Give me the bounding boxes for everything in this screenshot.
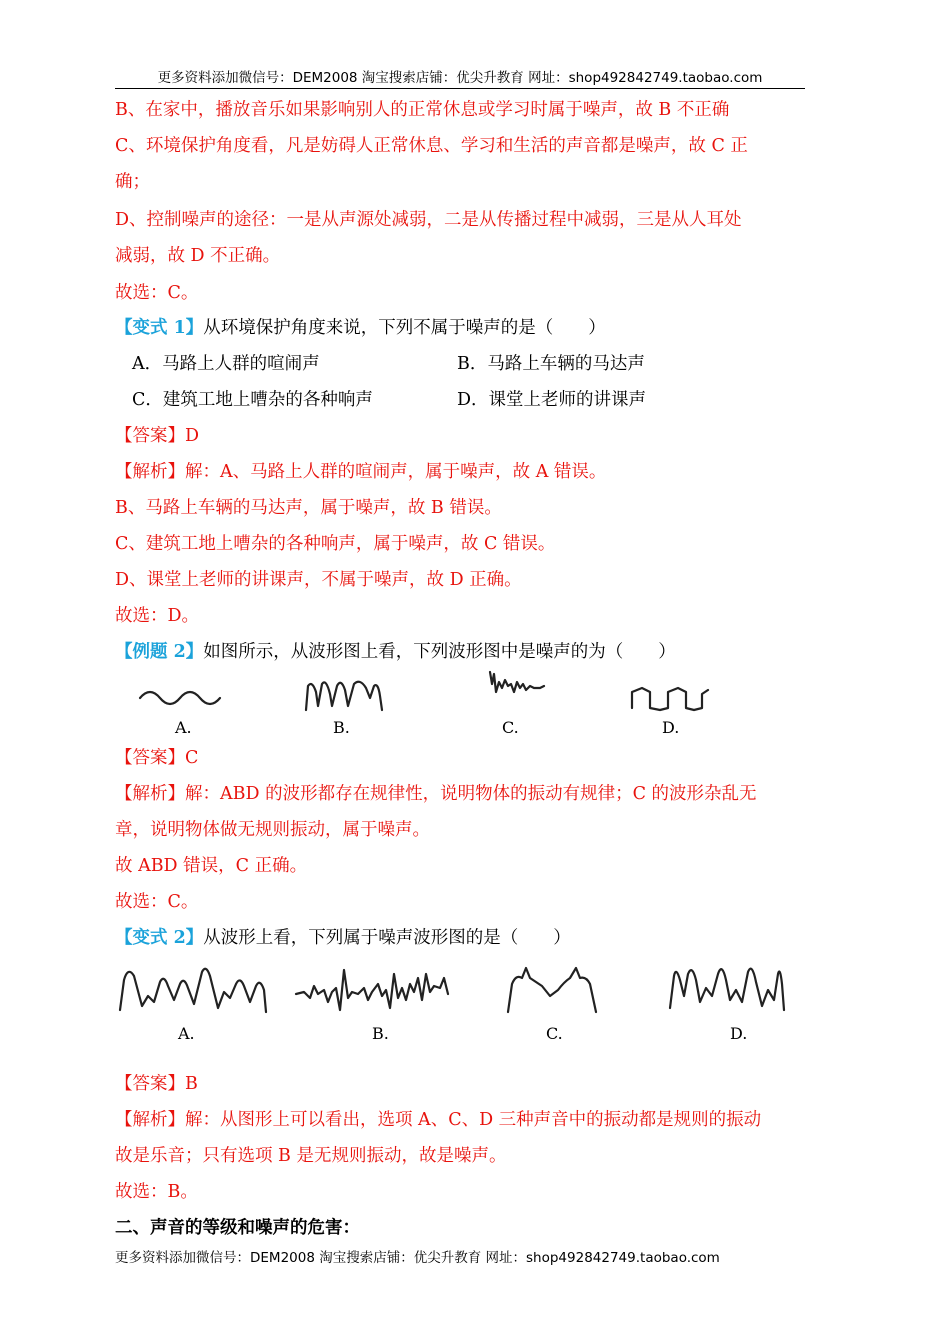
variant2-waveform-a — [118, 962, 268, 1014]
variant2-question: 从波形上看，下列属于噪声波形图的是（ ） — [203, 928, 571, 948]
example2-question-line — [115, 640, 676, 664]
example2-label-a: A. — [175, 718, 192, 737]
prev-line-c1: C、环境保护角度看，凡是妨碍人正常休息、学习和生活的声音都是噪声，故 C 正 — [115, 136, 748, 156]
page-footer: 更多资料添加微信号：DEM2008 淘宝搜索店铺：优尖升教育 网址：shop492842749.taobao.com — [115, 1250, 720, 1266]
example2-analysis-tag: 【解析】 — [115, 784, 185, 804]
example2-waveform-a — [138, 684, 224, 712]
example2-answer: C — [185, 748, 199, 768]
variant2-answer-line — [115, 1072, 198, 1096]
variant1-choose: 故选：D。 — [115, 606, 200, 626]
variant1-analysis-line — [115, 460, 606, 484]
variant1-analysis: 解：A、马路上人群的喧闹声，属于噪声，故 A 错误。 — [185, 462, 607, 482]
variant2-waveform-c — [504, 962, 604, 1014]
example2-waveform-c — [488, 670, 550, 708]
variant1-analysis-d: D、课堂上老师的讲课声，不属于噪声，故 D 正确。 — [115, 570, 522, 590]
section-heading: 二、声音的等级和噪声的危害： — [115, 1218, 360, 1238]
variant1-option-b: B．马路上车辆的马达声 — [457, 354, 645, 374]
variant1-option-d: D．课堂上老师的讲课声 — [457, 390, 647, 410]
variant2-answer-tag: 【答案】 — [115, 1074, 185, 1094]
example2-question: 如图所示，从波形图上看，下列波形图中是噪声的为（ ） — [203, 642, 676, 662]
example2-label-b: B. — [333, 718, 350, 737]
variant1-option-c: C．建筑工地上嘈杂的各种响声 — [132, 390, 373, 410]
prev-line-d1: D、控制噪声的途径：一是从声源处减弱，二是从传播过程中减弱，三是从人耳处 — [115, 210, 742, 230]
example2-answer-tag: 【答案】 — [115, 748, 185, 768]
variant1-answer-tag: 【答案】 — [115, 426, 185, 446]
example2-label-c: C. — [502, 718, 519, 737]
prev-line-d2: 减弱，故 D 不正确。 — [115, 246, 281, 266]
variant1-question-line — [115, 316, 606, 340]
variant2-label-c: C. — [546, 1024, 563, 1043]
variant2-label-d: D. — [730, 1024, 748, 1043]
example2-waveform-d — [628, 684, 712, 714]
prev-line-b: B、在家中，播放音乐如果影响别人的正常休息或学习时属于噪声，故 B 不正确 — [115, 100, 730, 120]
page-header: 更多资料添加微信号：DEM2008 淘宝搜索店铺：优尖升教育 网址：shop492842749.taobao.com — [115, 66, 805, 89]
example2-answer-line — [115, 746, 198, 770]
example2-analysis-1: 解：ABD 的波形都存在规律性，说明物体的振动有规律；C 的波形杂乱无 — [185, 784, 757, 804]
variant2-waveform-d — [666, 960, 786, 1014]
variant1-tag: 【变式 1】 — [115, 318, 204, 338]
variant2-analysis-tag: 【解析】 — [115, 1110, 185, 1130]
variant1-answer-line — [115, 424, 199, 448]
variant1-question: 从环境保护角度来说，下列不属于噪声的是（ ） — [203, 318, 606, 338]
variant1-analysis-tag: 【解析】 — [115, 462, 185, 482]
variant2-analysis-line — [115, 1108, 761, 1132]
variant2-analysis-2: 故是乐音；只有选项 B 是无规则振动，故是噪声。 — [115, 1146, 507, 1166]
example2-choose: 故选：C。 — [115, 892, 199, 912]
example2-label-d: D. — [662, 718, 680, 737]
example2-analysis-line — [115, 782, 757, 806]
prev-line-c2: 确； — [115, 172, 150, 192]
variant2-waveform-b — [294, 964, 454, 1012]
variant2-analysis-1: 解：从图形上可以看出，选项 A、C、D 三种声音中的振动都是规则的振动 — [185, 1110, 762, 1130]
example2-waveform-b — [304, 676, 384, 714]
variant2-tag: 【变式 2】 — [115, 928, 204, 948]
example2-analysis-2: 章，说明物体做无规则振动，属于噪声。 — [115, 820, 430, 840]
variant1-option-a: A．马路上人群的喧闹声 — [132, 354, 320, 374]
prev-choose: 故选：C。 — [115, 283, 199, 303]
variant1-analysis-c: C、建筑工地上嘈杂的各种响声，属于噪声，故 C 错误。 — [115, 534, 556, 554]
variant2-label-a: A. — [178, 1024, 195, 1043]
variant2-label-b: B. — [372, 1024, 389, 1043]
example2-analysis-3: 故 ABD 错误，C 正确。 — [115, 856, 308, 876]
variant1-analysis-b: B、马路上车辆的马达声，属于噪声，故 B 错误。 — [115, 498, 502, 518]
variant2-question-line — [115, 926, 571, 950]
variant2-answer: B — [185, 1074, 198, 1094]
example2-tag: 【例题 2】 — [115, 642, 204, 662]
variant2-choose: 故选：B。 — [115, 1182, 198, 1202]
variant1-answer: D — [185, 426, 200, 446]
